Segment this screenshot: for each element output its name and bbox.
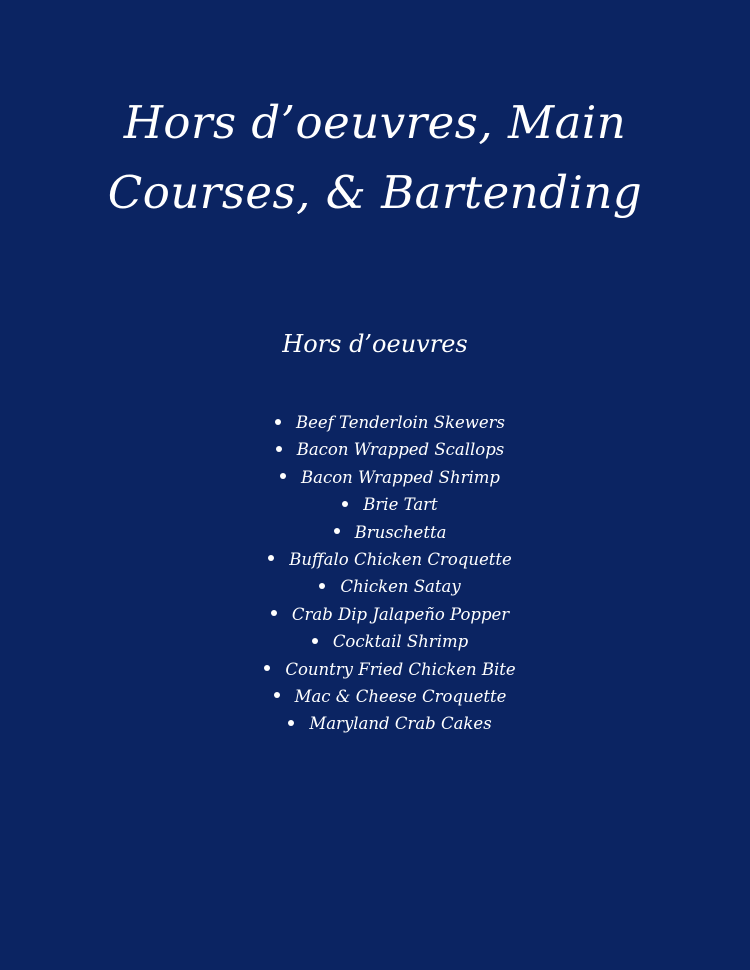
- list-item-label: Chicken Satay: [340, 577, 461, 597]
- list-item-label: Cocktail Shrimp: [332, 632, 469, 652]
- list-item-label: Bacon Wrapped Shrimp: [301, 467, 500, 487]
- list-item-label: Bruschetta: [354, 522, 447, 542]
- list-item: [0, 464, 750, 491]
- list-item-label: Maryland Crab Cakes: [309, 714, 492, 734]
- list-item: [0, 601, 750, 628]
- list-item-label: Bacon Wrapped Scallops: [296, 440, 505, 460]
- list-item: [0, 491, 750, 518]
- bullet-icon: [312, 638, 318, 644]
- list-item: [0, 519, 750, 546]
- bullet-icon: [288, 720, 294, 726]
- list-item-label: Buffalo Chicken Croquette: [289, 549, 512, 569]
- list-item: [0, 683, 750, 710]
- list-item: [0, 628, 750, 655]
- list-item: [0, 710, 750, 737]
- bullet-icon: [274, 692, 280, 698]
- page-title: Hors d’oeuvres, Main Courses, & Bartending: [107, 96, 643, 219]
- list-item: [0, 656, 750, 683]
- bullet-icon: [342, 501, 348, 507]
- list-item: [0, 436, 750, 463]
- list-item-label: Brie Tart: [363, 495, 438, 515]
- bullet-icon: [280, 473, 286, 479]
- list-item-label: Mac & Cheese Croquette: [294, 686, 507, 706]
- bullet-icon: [334, 528, 340, 534]
- bullet-icon: [319, 583, 325, 589]
- list-item: [0, 546, 750, 573]
- bullet-icon: [264, 665, 270, 671]
- bullet-icon: [271, 610, 277, 616]
- list-item: [0, 573, 750, 600]
- section-heading-hors-doeuvres: Hors d’oeuvres: [282, 330, 468, 358]
- list-item-label: Crab Dip Jalapeño Popper: [291, 604, 510, 624]
- hors-doeuvres-list: [0, 409, 750, 738]
- list-item-label: Country Fried Chicken Bite: [285, 659, 516, 679]
- list-item: [0, 409, 750, 436]
- list-item-label: Beef Tenderloin Skewers: [295, 413, 505, 432]
- bullet-icon: [276, 446, 282, 452]
- bullet-icon: [268, 555, 274, 561]
- bullet-icon: [275, 419, 281, 425]
